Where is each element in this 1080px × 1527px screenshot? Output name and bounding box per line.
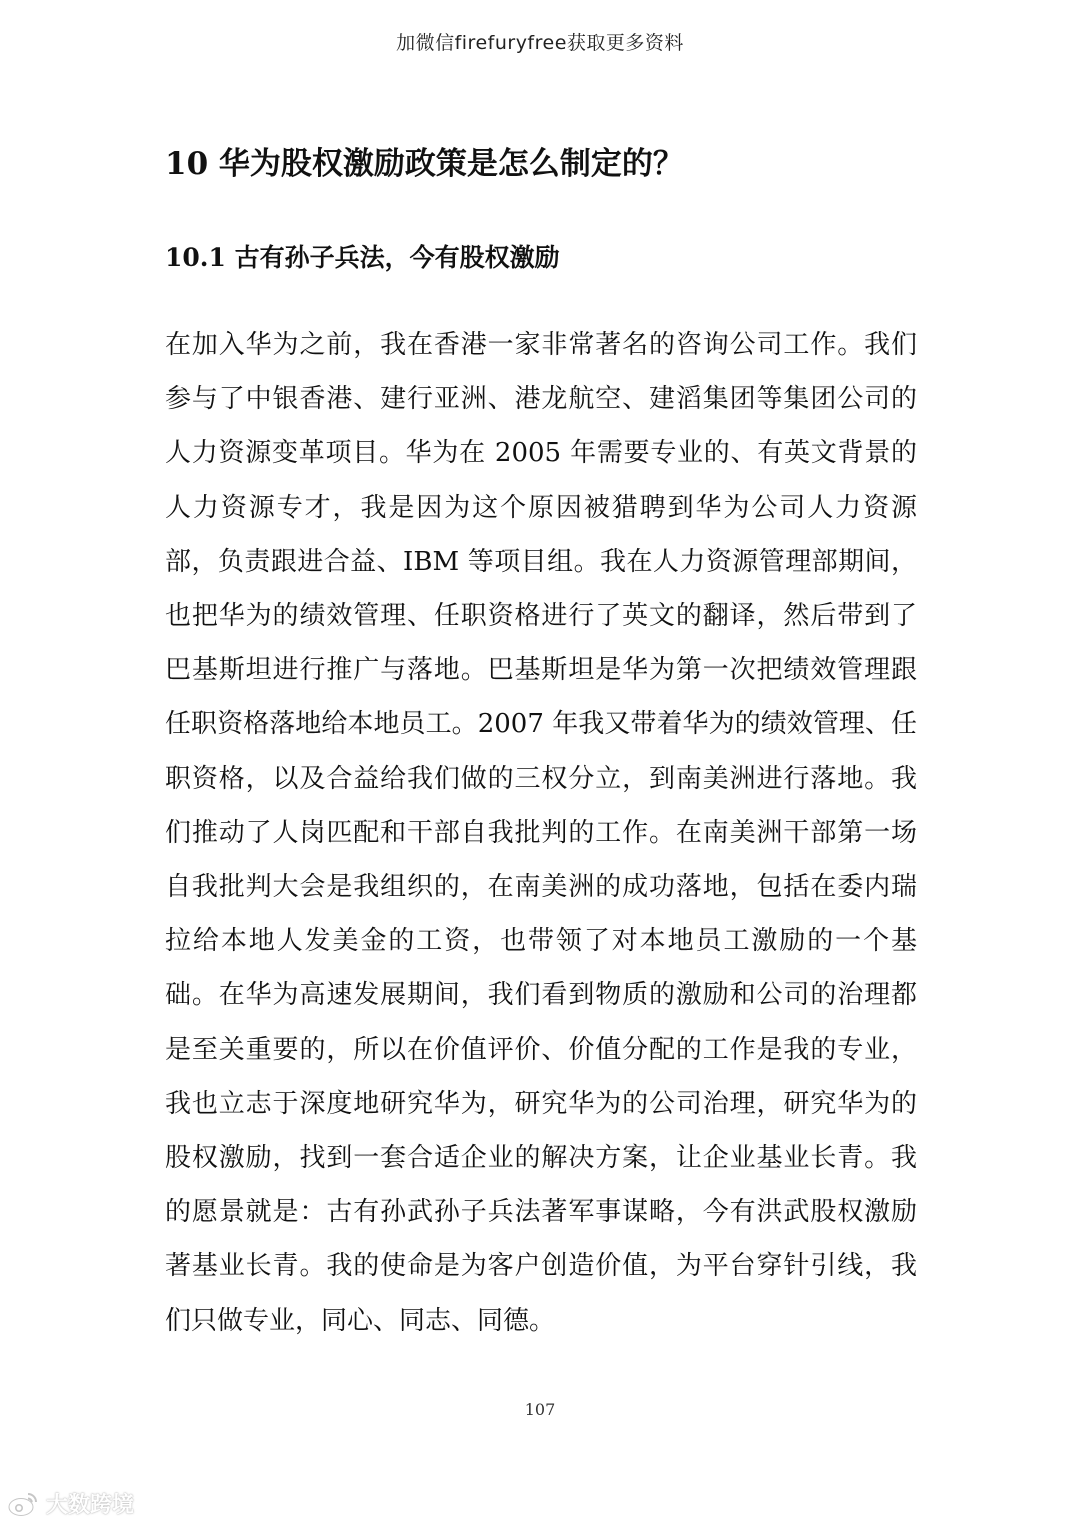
watermark-text: 大数跨境: [46, 1493, 135, 1518]
page-number: 107: [524, 1400, 556, 1419]
weibo-logo-icon: [6, 1490, 40, 1518]
watermark: [6, 1488, 134, 1519]
page-header: 加微信firefuryfree获取更多资料: [396, 32, 684, 54]
body-paragraph: 在加入华为之前，我在香港一家非常著名的咨询公司工作。我们参与了中银香港、建行亚洲、港龙航空、建滔集团等集团公司的人力资源变革项目。华为在 2005 年需要专业的、有英文背景的人力资源专才，我是因为这个原因被猎聘到华为公司人力资源部，负责跟进合益、IBM 等项目组。我在人力资源管理部期间，也把华为的绩效管理、任职资格进行了英文的翻译，然后带到了巴基斯坦进行推广与落地。巴基斯坦是华为第一次把绩效管理跟任职资格落地给本地员工。2007 年我又带着华为的绩效管理、任职资格，以及合益给我们做的三权分立，到南美洲进行落地。我们推动了人岗匹配和干部自我批判的工作。在南美洲干部第一场自我批判大会是我组织的，在南美洲的成功落地，包括在委内瑞拉给本地人发美金的工资，也带领了对本地员工激励的一个基础。在华为高速发展期间，我们看到物质的激励和公司的治理都是至关重要的，所以在价值评价、价值分配的工作是我的专业，我也立志于深度地研究华为，研究华为的公司治理，研究华为的股权激励，找到一套合适企业的解决方案，让企业基业长青。我的愿景就是：古有孙武孙子兵法著军事谋略，今有洪武股权激励著基业长青。我的使命是为客户创造价值，为平台穿针引线，我们只做专业，同心、同志、同德。: [165, 330, 917, 1336]
chapter-title: 10 华为股权激励政策是怎么制定的？: [165, 146, 684, 182]
section-title: 10.1 古有孙子兵法，今有股权激励: [165, 243, 560, 272]
